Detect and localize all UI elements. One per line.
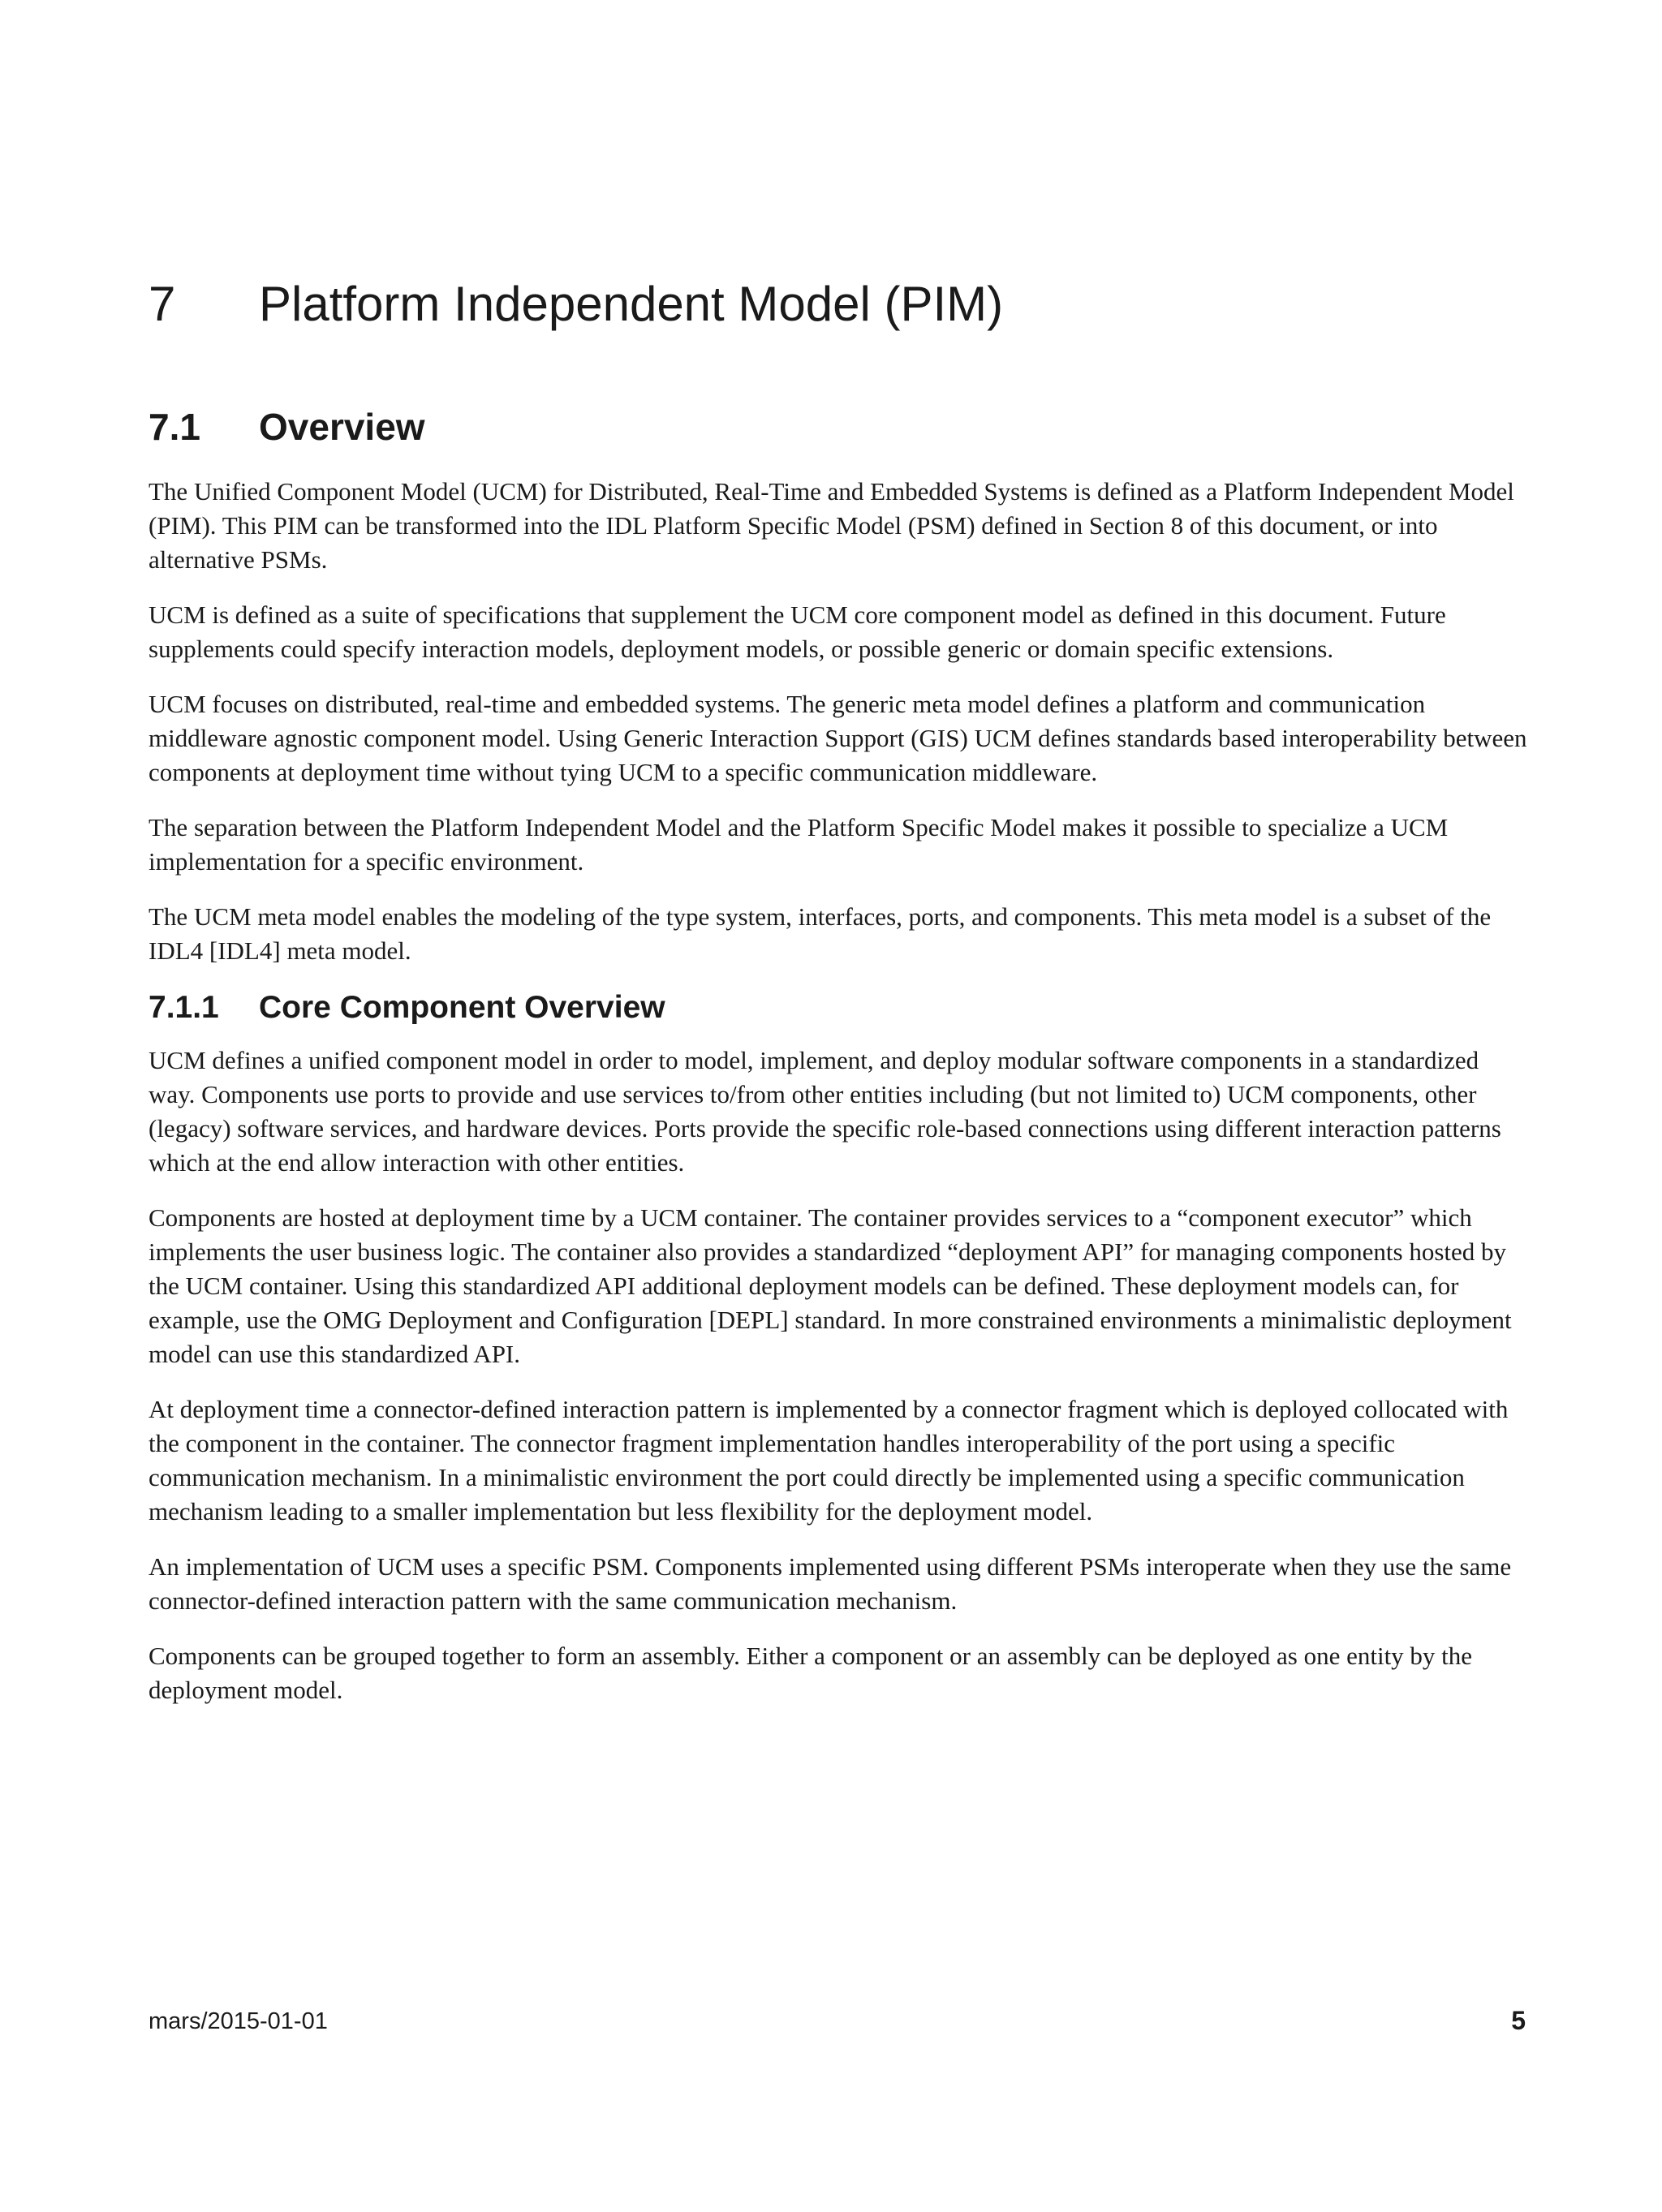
paragraph: The separation between the Platform Independent Model and the Platform Specific Model makes it possible to specialize a UCM implementation for a specific environment.: [149, 813, 1449, 876]
paragraph: UCM is defined as a suite of specifications that supplement the UCM core component model as defined in this document. Future supplements could specify interaction models, deployment models, or possible generic or domain specific extensions.: [149, 600, 1446, 663]
subsection-number: 7.1.1: [149, 990, 219, 1025]
subsection-title: Core Component Overview: [259, 990, 665, 1025]
footer-doc-id: mars/2015-01-01: [149, 2008, 328, 2034]
paragraph: UCM focuses on distributed, real-time and embedded systems. The generic meta model defines a platform and communication middleware agnostic component model. Using Generic Interaction Support (GIS) UCM defines standards based interoperability between components at deployment time without tying UCM to a specific communication middleware.: [149, 690, 1527, 786]
paragraph: At deployment time a connector-defined interaction pattern is implemented by a connector fragment which is deployed collocated with the component in the container. The connector fragment implementation handles interoperability of the port using a specific communication mechanism. In a minimalistic environment the port could directly be implemented using a specific communication mechanism leading to a smaller implementation but less flexibility for the deployment model.: [149, 1394, 1509, 1526]
subsection-heading: [149, 989, 1528, 1027]
section-number: 7.1: [149, 406, 200, 448]
paragraph: The Unified Component Model (UCM) for Distributed, Real-Time and Embedded Systems is defined as a Platform Independent Model (PIM). This PIM can be transformed into the IDL Platform Specific Model (PSM) defined in Section 8 of this document, or into alternative PSMs.: [149, 477, 1514, 574]
chapter-heading: [149, 276, 1003, 332]
paragraph: An implementation of UCM uses a specific PSM. Components implemented using different PSMs interoperate when they use the same connector-defined interaction pattern with the same communication mechanism.: [149, 1551, 1512, 1615]
section-heading: [149, 406, 425, 449]
footer-page-number: 5: [1511, 2006, 1526, 2035]
paragraph: Components can be grouped together to form an assembly. Either a component or an assembly can be deployed as one entity by the deployment model.: [149, 1641, 1473, 1704]
body-text: [149, 475, 1528, 1728]
chapter-title: Platform Independent Model (PIM): [259, 277, 1004, 331]
paragraph: Components are hosted at deployment time by a UCM container. The container provides services to a “component executor” which implements the user business logic. The container also provides a standardized “deployment API” for managing components hosted by the UCM container. Using this standardized API additional deployment models can be defined. These deployment models can, for example, use the OMG Deployment and Configuration [DEPL] standard. In more constrained environments a minimalistic deployment model can use this standardized API.: [149, 1203, 1512, 1368]
section-title: Overview: [259, 406, 425, 448]
paragraph: The UCM meta model enables the modeling of the type system, interfaces, ports, and components. This meta model is a subset of the IDL4 [IDL4] meta model.: [149, 902, 1492, 965]
chapter-number: 7: [149, 277, 176, 331]
paragraph: UCM defines a unified component model in order to model, implement, and deploy modular software components in a standardized way. Components use ports to provide and use services to/from other entities including (but not limited to) UCM components, other (legacy) software services, and hardware devices. Ports provide the specific role-based connections using different interaction patterns which at the end allow interaction with other entities.: [149, 1045, 1501, 1177]
